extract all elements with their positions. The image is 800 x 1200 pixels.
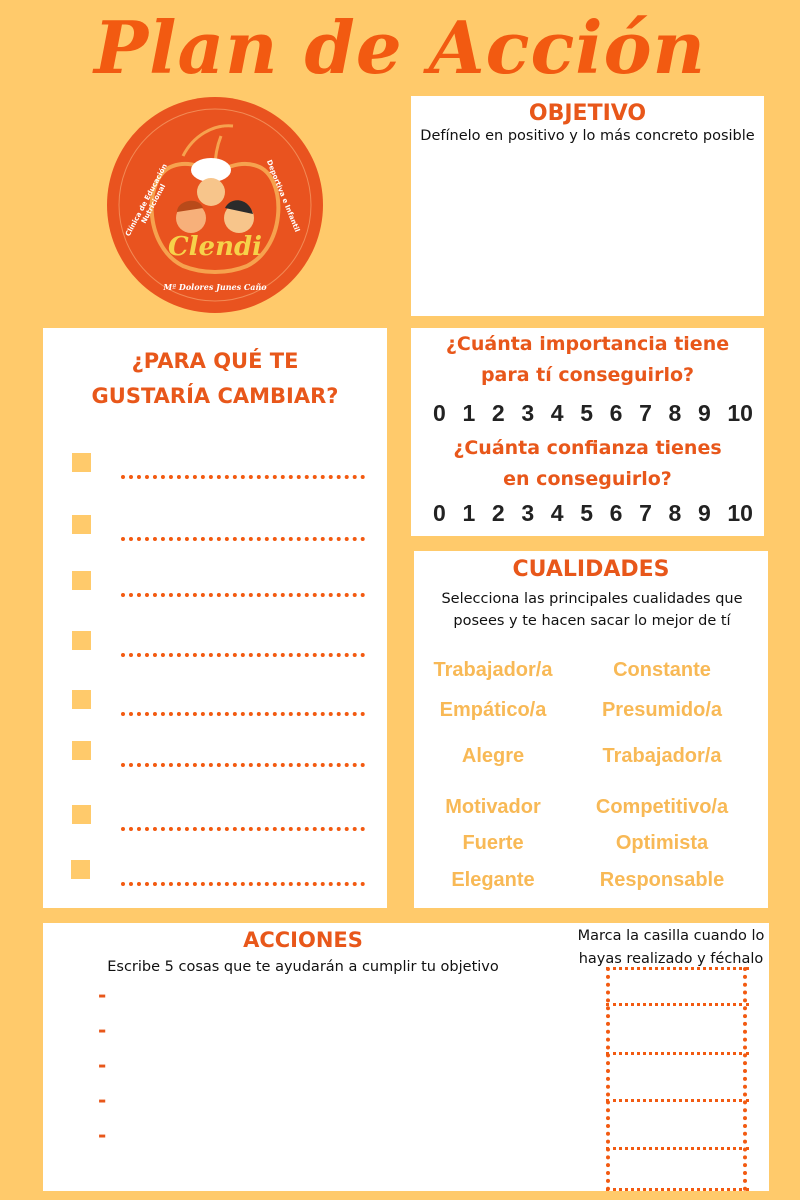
quality-option[interactable]: Elegante bbox=[451, 869, 535, 891]
why-checkbox[interactable] bbox=[72, 805, 91, 824]
logo-ring-left: Clínica de Educación Nutricional bbox=[123, 162, 169, 238]
logo-author: Mª Dolores Junes Caño bbox=[163, 282, 267, 292]
action-item[interactable]: - bbox=[98, 1053, 107, 1077]
scale-value[interactable]: 10 bbox=[727, 500, 753, 526]
scale-value[interactable]: 2 bbox=[491, 500, 505, 526]
scale-value[interactable]: 1 bbox=[462, 400, 476, 426]
checkbox-divider bbox=[606, 1147, 749, 1150]
confidence-q-line1: ¿Cuánta confianza tienes bbox=[453, 437, 722, 459]
action-item[interactable]: - bbox=[98, 1018, 107, 1042]
why-checkbox[interactable] bbox=[72, 515, 91, 534]
scale-value[interactable]: 8 bbox=[668, 500, 682, 526]
why-answer-line[interactable] bbox=[121, 882, 365, 886]
importance-q-line1: ¿Cuánta importancia tiene bbox=[445, 333, 730, 355]
qualities-subtitle-line2: posees y te hacen sacar lo mejor de tí bbox=[453, 613, 731, 629]
checkbox-divider bbox=[606, 1099, 749, 1102]
scale-value[interactable]: 7 bbox=[639, 400, 652, 426]
checkbox-divider bbox=[606, 1003, 749, 1006]
quality-option[interactable]: Constante bbox=[613, 659, 711, 681]
why-answer-line[interactable] bbox=[121, 593, 365, 597]
quality-option[interactable]: Alegre bbox=[461, 745, 525, 767]
qualities-subtitle bbox=[422, 588, 762, 632]
page-title: Plan de Acción bbox=[93, 5, 707, 90]
scale-value[interactable]: 5 bbox=[580, 500, 593, 526]
why-answer-line[interactable] bbox=[121, 537, 365, 541]
confidence-question bbox=[411, 433, 764, 495]
objective-subtitle: Defínelo en positivo y lo más concreto posible bbox=[420, 128, 755, 144]
scale-value[interactable]: 3 bbox=[521, 500, 535, 526]
scale-value[interactable]: 6 bbox=[609, 400, 623, 426]
scale-value[interactable]: 9 bbox=[697, 500, 711, 526]
why-answer-line[interactable] bbox=[121, 653, 365, 657]
importance-scale bbox=[433, 400, 753, 427]
why-heading-line1: ¿PARA QUÉ TE bbox=[131, 349, 299, 373]
logo-brand: Clendi bbox=[167, 232, 263, 262]
scale-value[interactable]: 4 bbox=[550, 500, 564, 526]
mark-line2: hayas realizado y féchalo bbox=[578, 951, 764, 967]
scale-value[interactable]: 6 bbox=[609, 500, 623, 526]
scale-value[interactable]: 5 bbox=[580, 400, 593, 426]
checkbox-border-left bbox=[606, 967, 610, 1191]
action-item[interactable]: - bbox=[98, 1123, 107, 1147]
scale-value[interactable]: 4 bbox=[550, 400, 564, 426]
qualities-subtitle-line1: Selecciona las principales cualidades que bbox=[441, 591, 743, 607]
importance-q-line2: para tí conseguirlo? bbox=[480, 364, 695, 386]
qualities-heading: CUALIDADES bbox=[512, 557, 670, 582]
quality-option[interactable]: Competitivo/a bbox=[595, 796, 729, 818]
scale-value[interactable]: 8 bbox=[668, 400, 682, 426]
scale-value[interactable]: 9 bbox=[697, 400, 711, 426]
scale-value[interactable]: 0 bbox=[433, 500, 446, 526]
scale-value[interactable]: 1 bbox=[462, 500, 476, 526]
quality-option[interactable]: Empático/a bbox=[439, 699, 547, 721]
scale-value[interactable]: 2 bbox=[491, 400, 505, 426]
scale-value[interactable]: 7 bbox=[639, 500, 652, 526]
mark-instructions bbox=[566, 925, 776, 971]
rating-card bbox=[411, 328, 764, 536]
confidence-q-line2: en conseguirlo? bbox=[503, 468, 672, 490]
checkbox-divider bbox=[606, 1052, 749, 1055]
scale-value[interactable]: 0 bbox=[433, 400, 446, 426]
why-answer-line[interactable] bbox=[121, 475, 365, 479]
why-answer-line[interactable] bbox=[121, 763, 365, 767]
quality-option[interactable]: Motivador bbox=[445, 796, 541, 818]
checkbox-divider bbox=[606, 1188, 749, 1191]
actions-subtitle: Escribe 5 cosas que te ayudarán a cumplir tu objetivo bbox=[107, 959, 499, 975]
why-checkbox[interactable] bbox=[72, 741, 91, 760]
why-answer-line[interactable] bbox=[121, 827, 365, 831]
quality-option[interactable]: Trabajador/a bbox=[602, 745, 722, 767]
quality-option[interactable]: Responsable bbox=[599, 869, 725, 891]
why-checkbox[interactable] bbox=[72, 453, 91, 472]
objective-heading: OBJETIVO bbox=[528, 101, 647, 126]
checkbox-border-right bbox=[743, 967, 747, 1191]
why-checkbox[interactable] bbox=[72, 690, 91, 709]
confidence-scale bbox=[433, 500, 753, 527]
why-answer-line[interactable] bbox=[121, 712, 365, 716]
checkbox-divider bbox=[606, 967, 749, 970]
importance-question bbox=[411, 329, 764, 391]
clinic-logo bbox=[103, 96, 327, 314]
scale-value[interactable]: 10 bbox=[727, 400, 753, 426]
quality-option[interactable]: Presumido/a bbox=[601, 699, 723, 721]
why-checkbox[interactable] bbox=[72, 631, 91, 650]
quality-option[interactable]: Trabajador/a bbox=[433, 659, 553, 681]
why-checkbox[interactable] bbox=[71, 860, 90, 879]
logo-ring-right: Deportiva e Infantil bbox=[264, 158, 302, 234]
mark-line1: Marca la casilla cuando lo bbox=[577, 928, 765, 944]
check-boxes bbox=[606, 967, 749, 1191]
why-change-heading bbox=[43, 344, 387, 414]
why-change-card bbox=[43, 328, 387, 908]
objective-card[interactable] bbox=[411, 96, 764, 316]
scale-value[interactable]: 3 bbox=[521, 400, 535, 426]
why-checkbox[interactable] bbox=[72, 571, 91, 590]
action-item[interactable]: - bbox=[98, 983, 107, 1007]
quality-option[interactable]: Optimista bbox=[615, 832, 709, 854]
action-item[interactable]: - bbox=[98, 1088, 107, 1112]
quality-option[interactable]: Fuerte bbox=[462, 832, 524, 854]
qualities-card bbox=[414, 551, 768, 908]
actions-card bbox=[43, 923, 769, 1191]
actions-heading: ACCIONES bbox=[243, 928, 363, 952]
why-heading-line2: GUSTARÍA CAMBIAR? bbox=[91, 384, 339, 408]
